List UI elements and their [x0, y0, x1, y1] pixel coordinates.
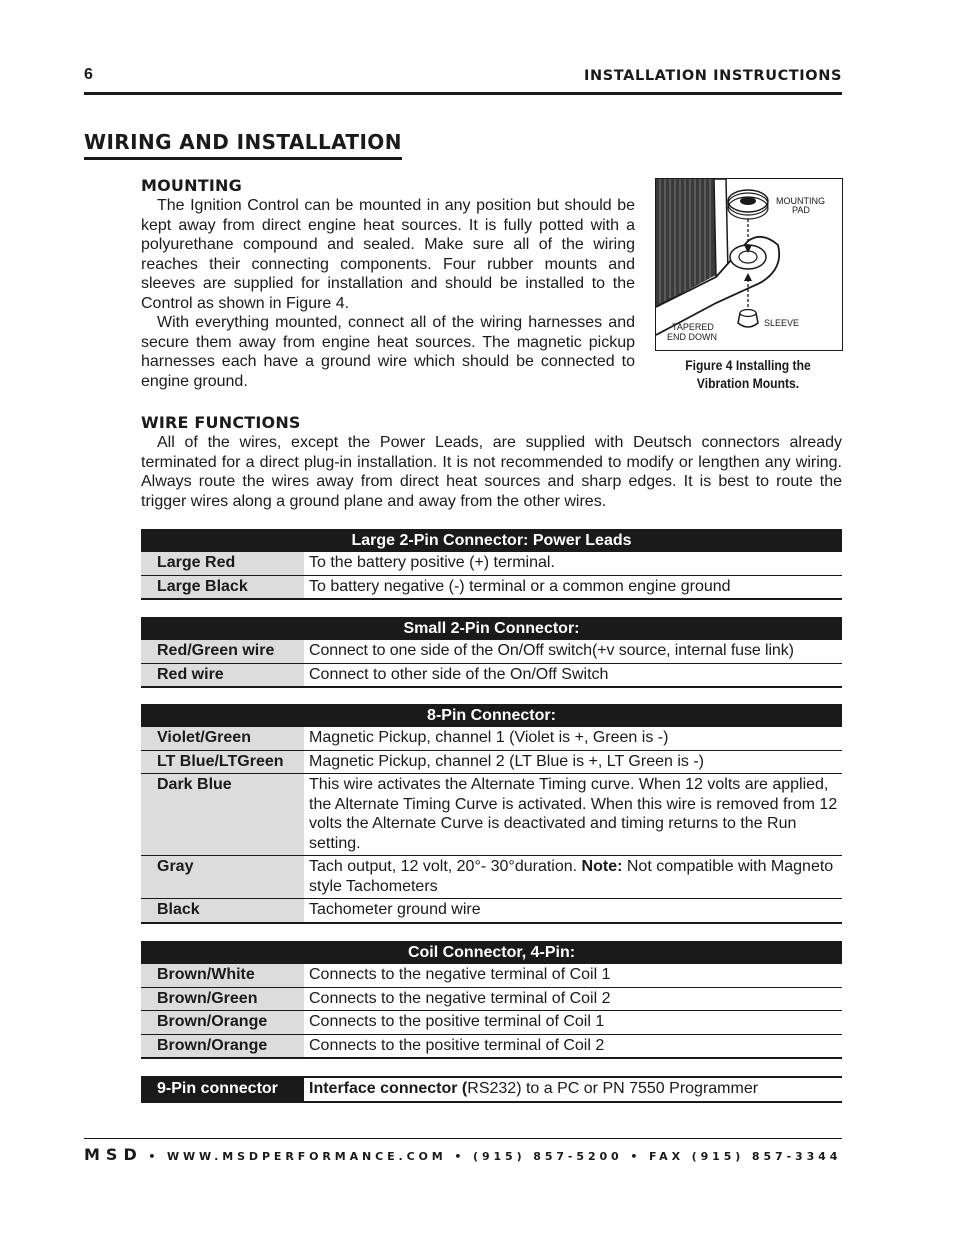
wire-functions-title: WIRE FUNCTIONS: [141, 413, 301, 432]
wire-description: Magnetic Pickup, channel 2 (LT Blue is +, LT Green is -): [304, 750, 842, 774]
wire-description: This wire activates the Alternate Timing curve. When 12 volts are applied, the Alternate Timing Curve is activated. When this wire is removed from 12 volts the Alternate Curve is deactivated and timing returns to the Run setting.: [304, 774, 842, 856]
wire-description: [304, 856, 842, 899]
page-header: [84, 66, 842, 95]
interface-label: Interface connector (: [309, 1080, 468, 1097]
wire-description: Connects to the positive terminal of Coil 1: [304, 1011, 842, 1035]
page-footer: [84, 1138, 842, 1164]
wire-label: Large Red: [141, 552, 304, 575]
wire-label: Brown/Green: [141, 987, 304, 1011]
table-row: [141, 774, 842, 856]
mounting-title: MOUNTING: [141, 176, 242, 195]
figure-caption-line-2: Vibration Mounts.: [696, 376, 800, 391]
note-label: Note:: [581, 858, 623, 875]
gray-desc-pre: Tach output, 12 volt, 20°- 30°duration.: [309, 858, 582, 875]
figure-caption-line-1: Figure 4 Installing the: [685, 358, 811, 373]
table-row: [141, 575, 842, 599]
eight-pin-table: [141, 704, 842, 924]
label-sleeve: SLEEVE: [764, 318, 800, 328]
table-row: [141, 1011, 842, 1035]
wire-label: Violet/Green: [141, 727, 304, 750]
wire-label: Brown/White: [141, 964, 304, 987]
wire-description: Tachometer ground wire: [304, 899, 842, 923]
wire-label: LT Blue/LTGreen: [141, 750, 304, 774]
table-row: [141, 552, 842, 575]
table-header: Small 2-Pin Connector:: [141, 617, 842, 640]
label-tapered: TAPERED: [672, 322, 714, 332]
header-title: INSTALLATION INSTRUCTIONS: [584, 68, 842, 84]
table-row: [141, 750, 842, 774]
wire-label: Large Black: [141, 575, 304, 599]
power-leads-table: [141, 529, 842, 600]
label-mounting-pad: MOUNTING: [776, 196, 825, 206]
mounting-paragraph-2: With everything mounted, connect all of the wiring harnesses and secure them away from engine heat sources. The magnetic pickup harnesses each have a ground wire which should be connected to engine ground.: [141, 314, 635, 390]
mounting-paragraph-1: The Ignition Control can be mounted in any position but should be kept away from direct engine heat sources. It is fully potted with a polyurethane compound and sealed. Make sure all of the wiring reaches their connecting components. Four rubber mounts and sleeves are supplied for installation and should be installed to the Control as shown in Figure 4.: [141, 197, 635, 312]
table-row: [141, 663, 842, 687]
gray-desc-post: Not compatible with Magneto style Tachometers: [309, 858, 834, 895]
footer-brand: MSD: [84, 1145, 143, 1164]
wire-label: Dark Blue: [141, 774, 304, 856]
table-header: Coil Connector, 4-Pin:: [141, 941, 842, 964]
small-connector-table: [141, 617, 842, 688]
table-row: [141, 727, 842, 750]
figure-caption: [660, 357, 836, 393]
wire-label: Black: [141, 899, 304, 923]
wire-label: Red wire: [141, 663, 304, 687]
table-row: [141, 1077, 842, 1102]
wire-description: Connect to other side of the On/Off Switch: [304, 663, 842, 687]
wire-description: Magnetic Pickup, channel 1 (Violet is +, Green is -): [304, 727, 842, 750]
table-row: [141, 964, 842, 987]
table-row: [141, 987, 842, 1011]
wire-description: Connects to the negative terminal of Coil 1: [304, 964, 842, 987]
label-end-down: END DOWN: [667, 332, 717, 342]
section-title: WIRING AND INSTALLATION: [84, 130, 402, 160]
coil-connector-table: [141, 941, 842, 1059]
footer-contact: • WWW.MSDPERFORMANCE.COM • (915) 857-5200 • FAX (915) 857-3344: [148, 1150, 842, 1163]
figure-4-illustration: [655, 178, 843, 351]
vibration-mount-diagram: [656, 179, 842, 350]
table-row: [141, 856, 842, 899]
wire-label: Gray: [141, 856, 304, 899]
wire-label: Brown/Orange: [141, 1034, 304, 1058]
wire-description: [304, 1077, 842, 1102]
table-row: [141, 640, 842, 663]
table-row: [141, 1034, 842, 1058]
table-header: 8-Pin Connector:: [141, 704, 842, 727]
wire-description: Connects to the negative terminal of Coil 2: [304, 987, 842, 1011]
interface-desc: RS232) to a PC or PN 7550 Programmer: [467, 1080, 759, 1097]
label-mounting-pad-2: PAD: [792, 205, 810, 215]
wire-functions-paragraph: All of the wires, except the Power Leads, are supplied with Deutsch connectors already terminated for a direct plug-in installation. It is not recommended to modify or lengthen any wiring. Always route the wires away from direct heat sources and sharp edges. It is best to route the trigger wires along a ground plane and away from the other wires.: [141, 434, 842, 510]
page-number: 6: [84, 66, 93, 83]
wire-description: Connects to the positive terminal of Coil 2: [304, 1034, 842, 1058]
wire-description: To the battery positive (+) terminal.: [304, 552, 842, 575]
wire-label: Red/Green wire: [141, 640, 304, 663]
wire-description: Connect to one side of the On/Off switch(+v source, internal fuse link): [304, 640, 842, 663]
nine-pin-table: [141, 1076, 842, 1103]
wire-description: To battery negative (-) terminal or a common engine ground: [304, 575, 842, 599]
table-row: [141, 899, 842, 923]
table-header: Large 2-Pin Connector: Power Leads: [141, 529, 842, 552]
wire-label: 9-Pin connector: [141, 1077, 304, 1102]
wire-label: Brown/Orange: [141, 1011, 304, 1035]
